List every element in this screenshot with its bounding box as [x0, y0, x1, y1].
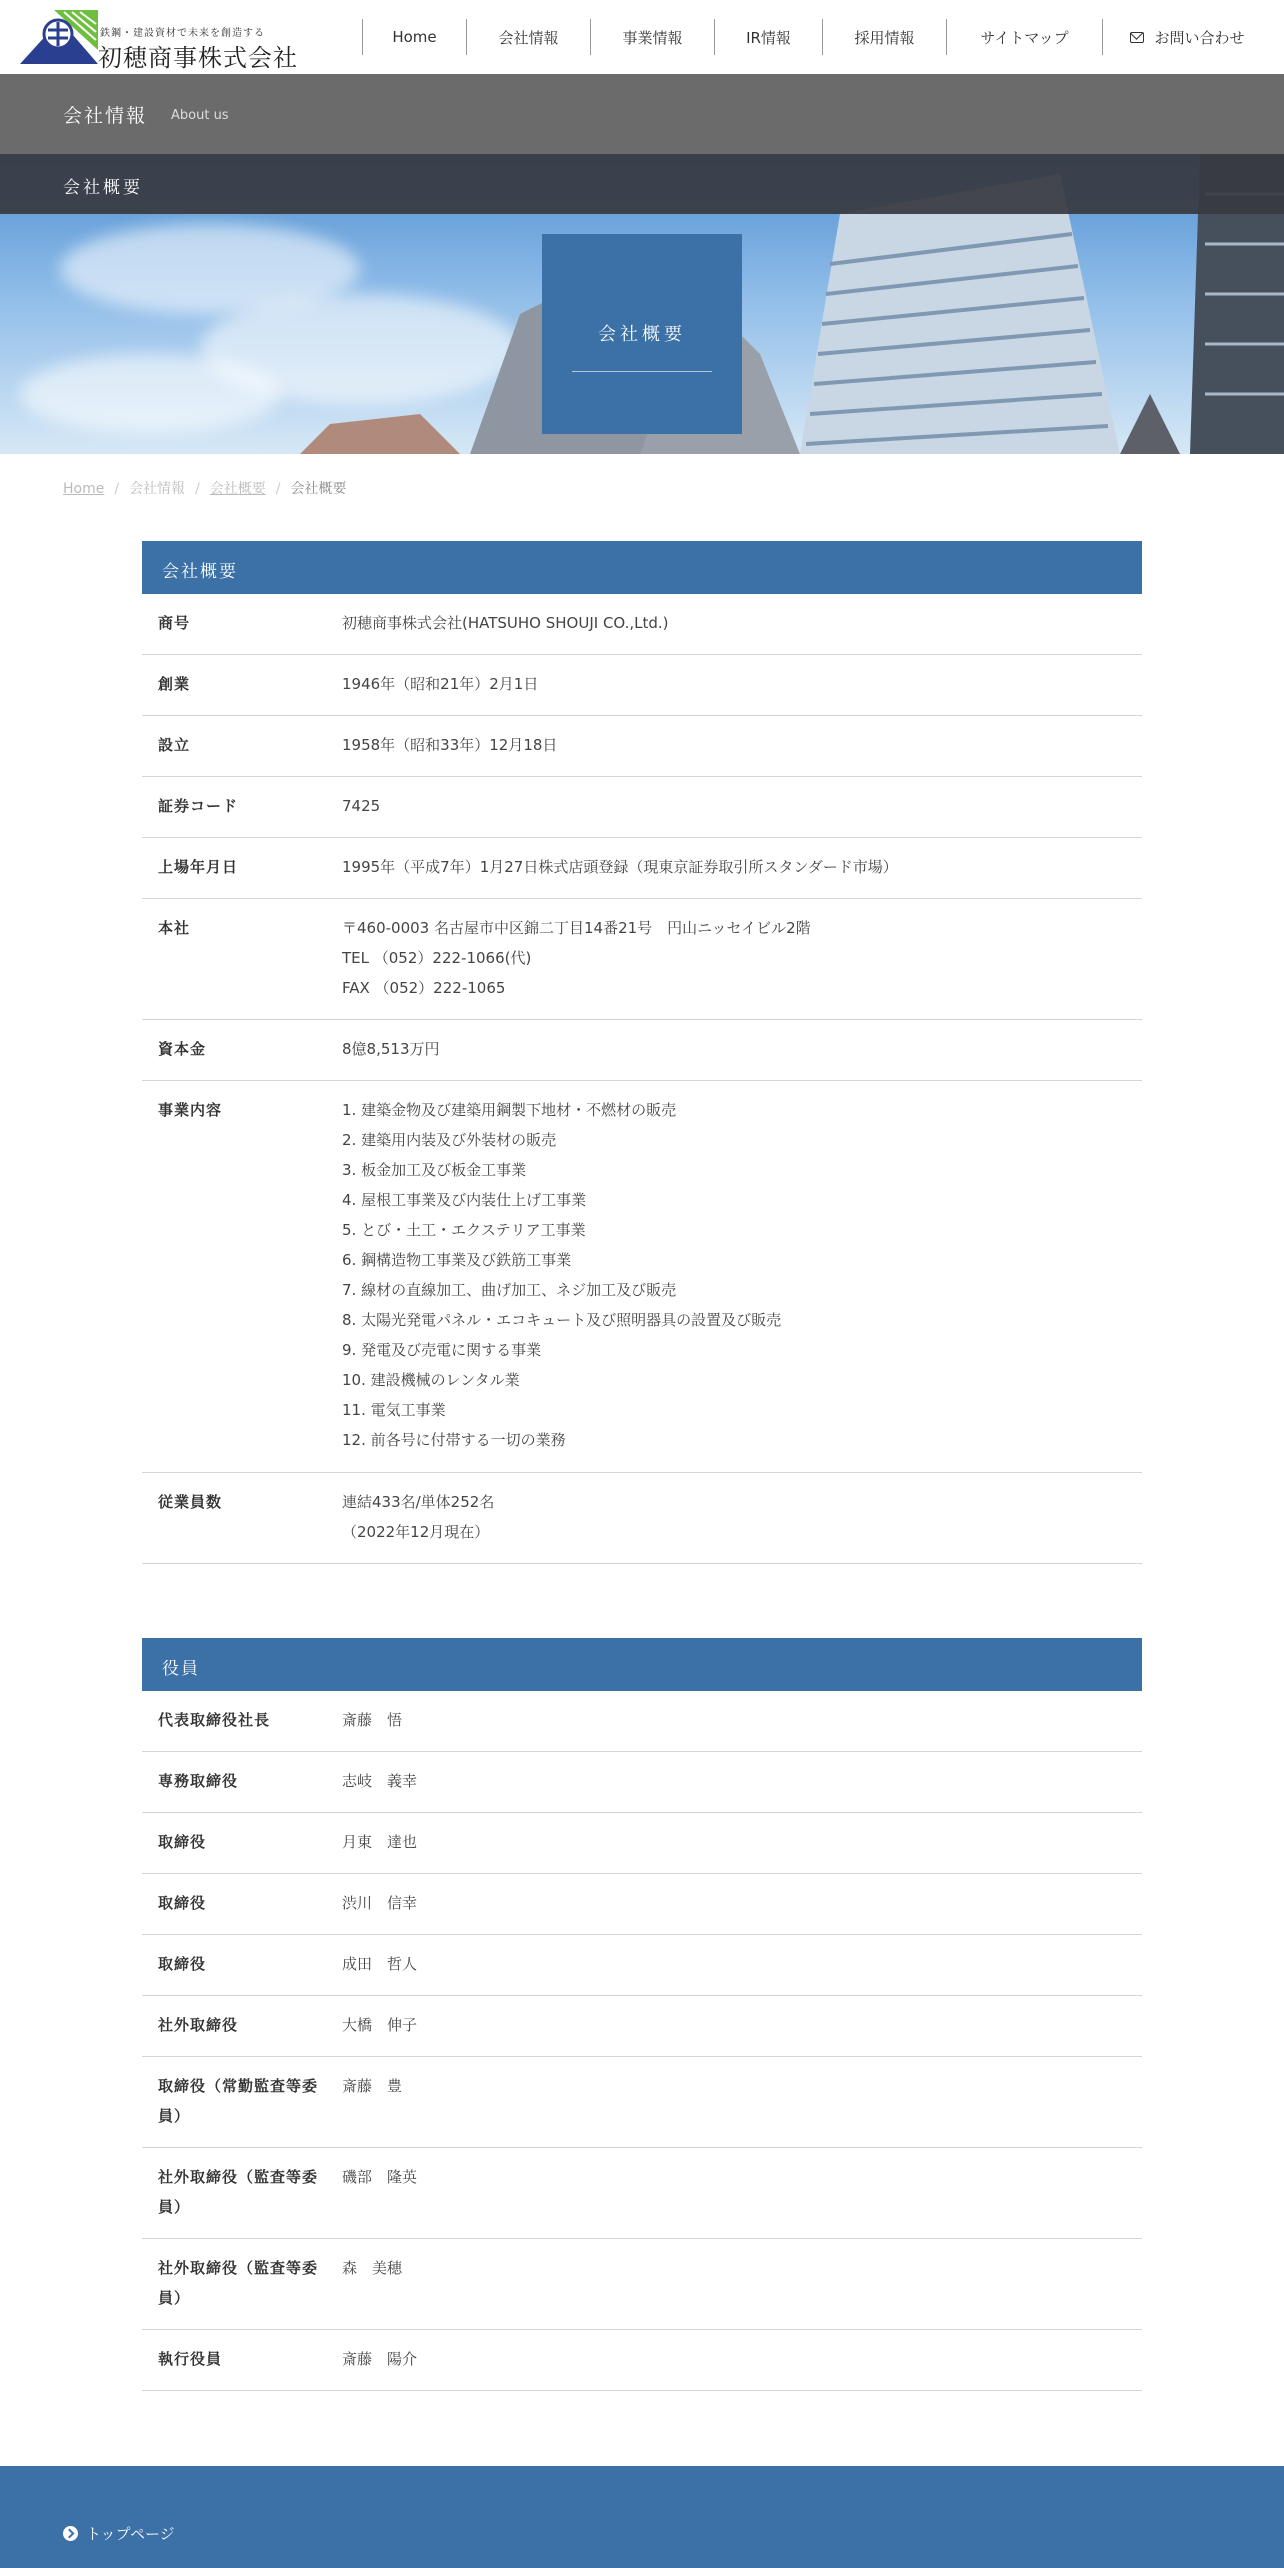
row-value [342, 1705, 1142, 1751]
breadcrumb-current: 会社概要 [290, 481, 347, 497]
breadcrumb-company: 会社情報 [129, 481, 186, 497]
row-value-line: 1. 建築金物及び建築用鋼製下地材・不燃材の販売 [342, 1101, 677, 1119]
hero-image [0, 154, 1284, 454]
row-value-line: 磯部 隆英 [342, 2168, 418, 2186]
table-row [142, 1081, 1142, 1473]
footer-top-link[interactable] [63, 2523, 175, 2544]
officers-table [142, 1691, 1142, 2391]
table-row [142, 1020, 1142, 1081]
row-value [342, 2253, 1142, 2329]
logo-tagline: 鉄鋼・建設資材で未来を創造する [100, 28, 265, 39]
logo-mark-icon [20, 10, 98, 64]
row-label: 事業内容 [158, 1101, 223, 1119]
table-row [142, 838, 1142, 899]
row-label: 資本金 [158, 1040, 207, 1058]
table-row [142, 2239, 1142, 2330]
section-subtitle: About us [171, 108, 229, 123]
table-row [142, 2148, 1142, 2239]
row-value-line: 5. とび・土工・エクステリア工事業 [342, 1221, 586, 1239]
row-label: 取締役 [158, 1833, 207, 1851]
row-value [342, 2344, 1142, 2390]
row-value-line: 1995年（平成7年）1月27日株式店頭登録（現東京証券取引所スタンダード市場） [342, 858, 898, 876]
row-label: 商号 [158, 614, 191, 632]
row-value-line: 3. 板金加工及び板金工事業 [342, 1161, 527, 1179]
breadcrumb-separator: / [114, 481, 120, 497]
row-value-line: 大橋 伸子 [342, 2016, 418, 2034]
site-logo[interactable] [20, 8, 300, 72]
nav-ir[interactable]: IR情報 [714, 19, 822, 55]
row-value-line: 8. 太陽光発電パネル・エコキュート及び照明器具の設置及び販売 [342, 1311, 782, 1329]
row-value-line: （2022年12月現在） [342, 1523, 490, 1541]
breadcrumb-home[interactable]: Home [63, 481, 105, 497]
site-header [0, 0, 1284, 74]
mail-icon [1130, 32, 1144, 43]
row-value [342, 1949, 1142, 1995]
section-title: 会社情報 [63, 105, 148, 127]
section-header [0, 74, 1284, 154]
row-value-line: 4. 屋根工事業及び内装仕上げ工事業 [342, 1191, 587, 1209]
row-label: 社外取締役 [158, 2016, 239, 2034]
row-value-line: 9. 発電及び売電に関する事業 [342, 1341, 542, 1359]
breadcrumb [63, 478, 347, 498]
table-row [142, 716, 1142, 777]
row-value-line: 斎藤 悟 [342, 1711, 403, 1729]
row-label: 執行役員 [158, 2350, 223, 2368]
row-label: 代表取締役社長 [158, 1711, 271, 1729]
table-row [142, 1996, 1142, 2057]
row-value-line: 10. 建設機械のレンタル業 [342, 1371, 520, 1389]
table-row [142, 2330, 1142, 2391]
overview-table [142, 594, 1142, 1564]
row-value-line: 斎藤 豊 [342, 2077, 403, 2095]
table-row [142, 1752, 1142, 1813]
row-value [342, 2162, 1142, 2238]
row-value-line: 8億8,513万円 [342, 1040, 440, 1058]
row-label: 社外取締役（監査等委員） [158, 2168, 319, 2216]
table-row [142, 1813, 1142, 1874]
table-row [142, 777, 1142, 838]
table-row [142, 899, 1142, 1020]
row-value-line: 6. 鋼構造物工事業及び鉄筋工事業 [342, 1251, 572, 1269]
row-value-line: 1958年（昭和33年）12月18日 [342, 736, 558, 754]
overview-heading-text: 会社概要 [162, 562, 238, 582]
hero-box-divider [572, 371, 712, 372]
row-value-line: 成田 哲人 [342, 1955, 418, 1973]
page-title: 会社概要 [63, 178, 143, 198]
row-value-line: 渋川 信幸 [342, 1894, 418, 1912]
row-value-line: 11. 電気工事業 [342, 1401, 446, 1419]
row-value [342, 669, 1142, 715]
logo-company-name: 初穂商事株式会社 [98, 44, 298, 72]
row-value-line: FAX （052）222-1065 [342, 979, 506, 997]
chevron-right-circle-icon [63, 2526, 78, 2541]
row-value-line: 初穂商事株式会社(HATSUHO SHOUJI CO.,Ltd.) [342, 614, 669, 632]
nav-recruit[interactable]: 採用情報 [822, 19, 946, 55]
row-label: 従業員数 [158, 1493, 223, 1511]
row-value-line: 月東 達也 [342, 1833, 418, 1851]
row-value [342, 1766, 1142, 1812]
hero-title-box [542, 234, 742, 434]
row-value [342, 1827, 1142, 1873]
table-row [142, 1935, 1142, 1996]
nav-contact[interactable] [1102, 19, 1272, 55]
nav-home[interactable]: Home [362, 19, 466, 55]
row-value [342, 852, 1142, 898]
row-value [342, 791, 1142, 837]
row-value-line: 7425 [342, 797, 381, 815]
row-value [342, 2071, 1142, 2147]
table-row [142, 1691, 1142, 1752]
row-value-line: 2. 建築用内装及び外装材の販売 [342, 1131, 557, 1149]
row-label: 上場年月日 [158, 858, 239, 876]
footer-top-link-label: トップページ [86, 2525, 175, 2543]
table-row [142, 655, 1142, 716]
nav-sitemap[interactable]: サイトマップ [946, 19, 1102, 55]
row-value [342, 1034, 1142, 1080]
breadcrumb-separator: / [275, 481, 281, 497]
row-value-line: 斎藤 陽介 [342, 2350, 418, 2368]
overview-heading [142, 541, 1142, 594]
row-label: 取締役（常勤監査等委員） [158, 2077, 319, 2125]
nav-business[interactable]: 事業情報 [590, 19, 714, 55]
officers-heading [142, 1638, 1142, 1691]
row-value [342, 913, 1142, 1019]
nav-company[interactable]: 会社情報 [466, 19, 590, 55]
officers-heading-text: 役員 [162, 1659, 200, 1679]
row-value [342, 608, 1142, 654]
breadcrumb-overview-link[interactable]: 会社概要 [209, 481, 266, 497]
row-value [342, 2010, 1142, 2056]
row-label: 証券コード [158, 797, 239, 815]
row-label: 創業 [158, 675, 191, 693]
hero-box-title: 会社概要 [598, 324, 686, 345]
row-label: 本社 [158, 919, 191, 937]
row-label: 専務取締役 [158, 1772, 239, 1790]
row-value-line: TEL （052）222-1066(代) [342, 949, 532, 967]
row-value [342, 1095, 1142, 1472]
table-row [142, 1874, 1142, 1935]
row-value [342, 1888, 1142, 1934]
row-value [342, 730, 1142, 776]
row-value-line: 〒460-0003 名古屋市中区錦二丁目14番21号 円山ニッセイビル2階 [342, 919, 811, 937]
row-value-line: 志岐 義幸 [342, 1772, 418, 1790]
table-row [142, 594, 1142, 655]
page-title-band [0, 154, 1284, 214]
row-label: 設立 [158, 736, 191, 754]
row-value [342, 1487, 1142, 1563]
row-value-line: 7. 線材の直線加工、曲げ加工、ネジ加工及び販売 [342, 1281, 677, 1299]
row-label: 取締役 [158, 1894, 207, 1912]
footer [0, 2466, 1284, 2568]
table-row [142, 2057, 1142, 2148]
row-value-line: 12. 前各号に付帯する一切の業務 [342, 1431, 566, 1449]
table-row [142, 1473, 1142, 1564]
row-value-line: 1946年（昭和21年）2月1日 [342, 675, 539, 693]
global-nav [362, 19, 1272, 55]
breadcrumb-separator: / [195, 481, 200, 497]
row-value-line: 連結433名/単体252名 [342, 1493, 495, 1511]
nav-contact-label: お問い合わせ [1154, 28, 1245, 47]
row-label: 社外取締役（監査等委員） [158, 2259, 319, 2307]
row-value-line: 森 美穂 [342, 2259, 403, 2277]
row-label: 取締役 [158, 1955, 207, 1973]
